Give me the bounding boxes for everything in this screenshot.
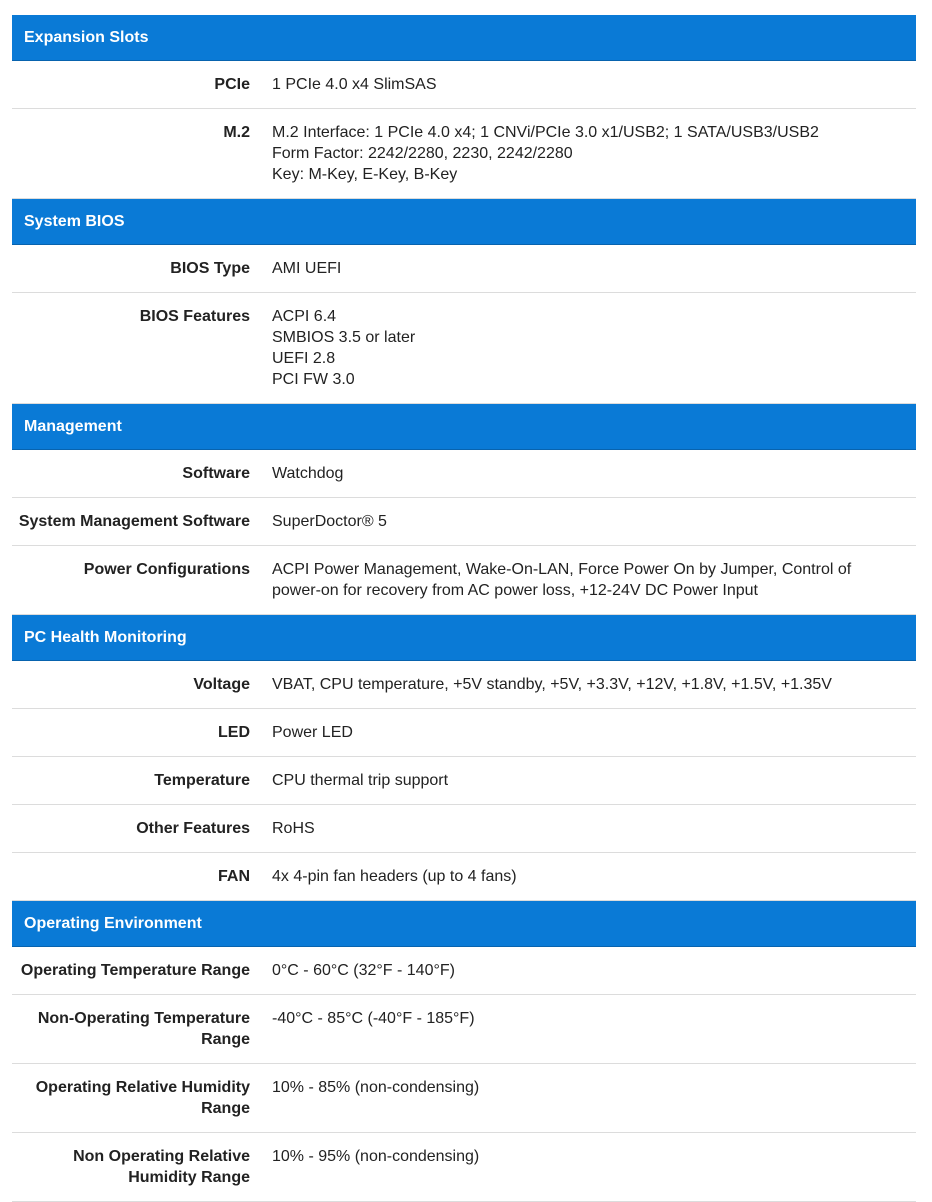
spec-value [272, 258, 916, 279]
spec-value-line: SuperDoctor® 5 [272, 513, 387, 530]
spec-value [272, 306, 916, 390]
spec-row-fan [12, 853, 916, 901]
spec-label: Temperature [154, 772, 250, 789]
spec-value-line: AMI UEFI [272, 260, 342, 277]
spec-value-line: SMBIOS 3.5 or later [272, 329, 416, 346]
spec-value [272, 770, 916, 791]
spec-row-operating-temperature-range [12, 947, 916, 995]
spec-value-line: Key: M-Key, E-Key, B-Key [272, 166, 458, 183]
spec-row-other-features [12, 805, 916, 853]
spec-value [272, 122, 916, 185]
spec-value [272, 960, 916, 981]
spec-row-software [12, 450, 916, 498]
spec-label: Other Features [136, 820, 250, 837]
spec-label: Software [182, 465, 250, 482]
spec-value-line: 10% - 95% (non-condensing) [272, 1148, 480, 1165]
spec-row-m-2 [12, 109, 916, 199]
spec-value-line: ACPI 6.4 [272, 308, 337, 325]
spec-label: BIOS Features [139, 308, 250, 325]
spec-value [272, 1008, 916, 1050]
spec-value [272, 463, 916, 484]
spec-value-line: UEFI 2.8 [272, 350, 336, 367]
spec-value-line: Watchdog [272, 465, 344, 482]
spec-label: M.2 [223, 124, 250, 141]
spec-value [272, 559, 916, 601]
spec-value-line: -40°C - 85°C (-40°F - 185°F) [272, 1010, 475, 1027]
spec-value [272, 511, 916, 532]
spec-value-line: 10% - 85% (non-condensing) [272, 1079, 480, 1096]
spec-row-non-operating-temperature-range [12, 995, 916, 1064]
spec-value-line: Form Factor: 2242/2280, 2230, 2242/2280 [272, 145, 573, 162]
spec-row-system-management-software [12, 498, 916, 546]
spec-label: Non Operating Relative Humidity Range [73, 1148, 250, 1186]
spec-value [272, 1077, 916, 1119]
spec-value [272, 866, 916, 887]
spec-value-line: M.2 Interface: 1 PCIe 4.0 x4; 1 CNVi/PCIe 3.0 x1/USB2; 1 SATA/USB3/USB2 [272, 124, 819, 141]
spec-row-led [12, 709, 916, 757]
spec-value [272, 74, 916, 95]
spec-row-bios-type [12, 245, 916, 293]
section-header-operating-environment: Operating Environment [12, 901, 916, 947]
spec-label: Power Configurations [83, 561, 250, 578]
spec-label: Operating Relative Humidity Range [35, 1079, 250, 1117]
section-header-system-bios: System BIOS [12, 199, 916, 245]
spec-value [272, 818, 916, 839]
spec-label: Non-Operating Temperature Range [37, 1010, 250, 1048]
spec-label: PCIe [214, 76, 250, 93]
spec-label: LED [218, 724, 250, 741]
spec-value [272, 722, 916, 743]
spec-value-line: Power LED [272, 724, 353, 741]
spec-value-line: PCI FW 3.0 [272, 371, 355, 388]
spec-label: System Management Software [18, 513, 250, 530]
spec-row-voltage [12, 661, 916, 709]
spec-row-non-operating-relative-humidity-range [12, 1133, 916, 1202]
spec-value [272, 674, 916, 695]
spec-label: FAN [218, 868, 250, 885]
spec-row-temperature [12, 757, 916, 805]
spec-label: Operating Temperature Range [20, 962, 250, 979]
spec-value-line: CPU thermal trip support [272, 772, 449, 789]
spec-row-pcie [12, 61, 916, 109]
spec-row-power-configurations [12, 546, 916, 615]
spec-label: Voltage [193, 676, 250, 693]
spec-row-bios-features [12, 293, 916, 404]
spec-value-line: RoHS [272, 820, 315, 837]
section-header-management: Management [12, 404, 916, 450]
spec-row-operating-relative-humidity-range [12, 1064, 916, 1133]
spec-value-line: 1 PCIe 4.0 x4 SlimSAS [272, 76, 437, 93]
spec-value-line: 4x 4-pin fan headers (up to 4 fans) [272, 868, 517, 885]
spec-table [12, 15, 916, 1202]
spec-value-line: VBAT, CPU temperature, +5V standby, +5V, +3.3V, +12V, +1.8V, +1.5V, +1.35V [272, 676, 832, 693]
section-header-pc-health-monitoring: PC Health Monitoring [12, 615, 916, 661]
spec-label: BIOS Type [170, 260, 250, 277]
spec-value-line: 0°C - 60°C (32°F - 140°F) [272, 962, 455, 979]
spec-value-line: ACPI Power Management, Wake-On-LAN, Force Power On by Jumper, Control of power-on for recovery from AC power loss, +12-24V DC Power Input [272, 561, 852, 599]
section-header-expansion-slots: Expansion Slots [12, 15, 916, 61]
spec-value [272, 1146, 916, 1188]
